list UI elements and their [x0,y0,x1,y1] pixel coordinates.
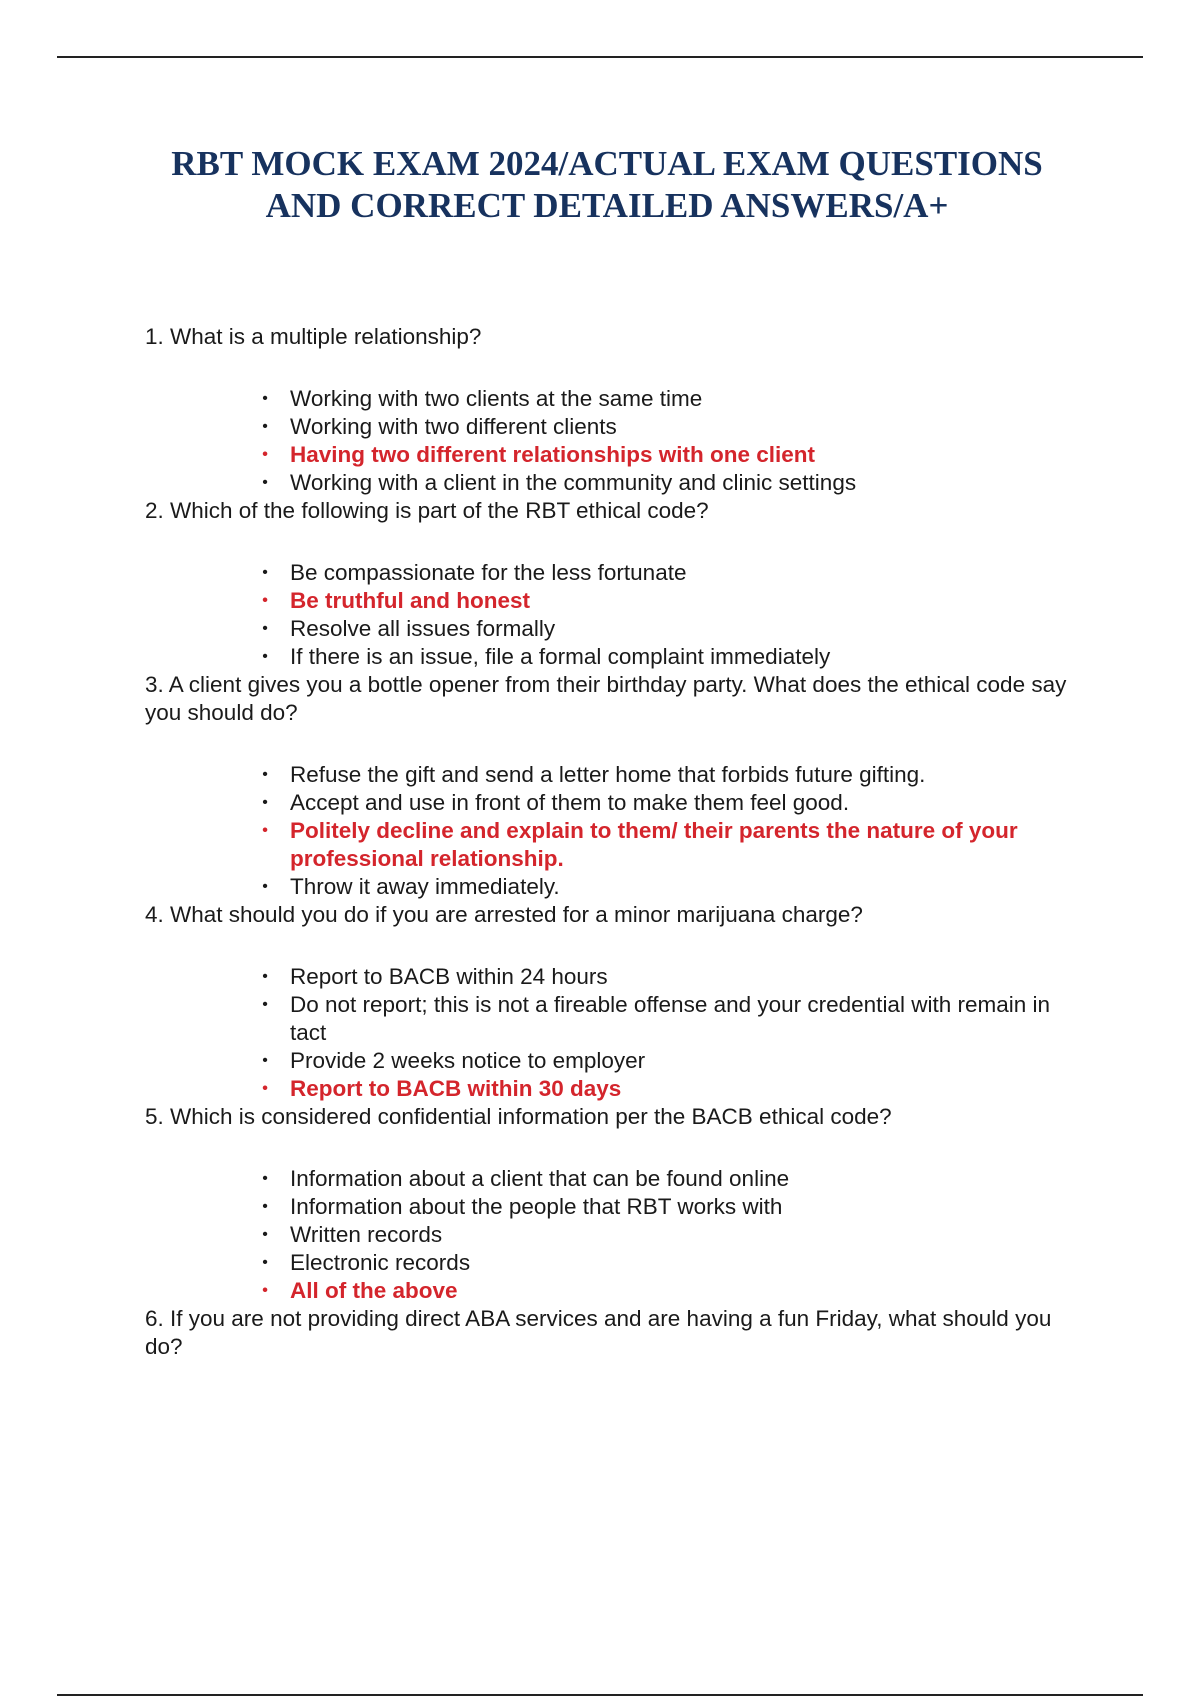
bullet-icon: • [262,794,268,811]
answer-option [145,643,1085,671]
bullet-icon: • [262,968,268,985]
question-text: 3. A client gives you a bottle opener from their birthday party. What does the ethical code say you should do? [145,672,1067,725]
bullet-icon: • [262,822,268,839]
bullet-icon: • [262,620,268,637]
option-text: Report to BACB within 30 days [290,1076,622,1101]
correct-answer-option [145,587,1085,615]
option-text: Working with two clients at the same time [290,386,703,411]
answer-option [145,385,1085,413]
answer-option [145,761,1085,789]
question-text: 6. If you are not providing direct ABA services and are having a fun Friday, what should you do? [145,1306,1052,1359]
answer-option [145,1165,1085,1193]
option-text: Provide 2 weeks notice to employer [290,1048,646,1073]
correct-answer-option [145,817,1085,873]
answer-option [145,963,1085,991]
bullet-icon: • [262,592,268,609]
option-text: Be compassionate for the less fortunate [290,560,687,585]
question-block [145,901,1085,1103]
answer-options [145,525,1085,671]
question-block [145,497,1085,671]
answer-option [145,1047,1085,1075]
option-text: Be truthful and honest [290,588,530,613]
bullet-icon: • [262,878,268,895]
correct-answer-option [145,1277,1085,1305]
bullet-icon: • [262,1080,268,1097]
answer-options [145,727,1085,901]
option-text: Politely decline and explain to them/ their parents the nature of your professional relationship. [290,818,1018,871]
bullet-icon: • [262,1226,268,1243]
answer-option [145,1221,1085,1249]
option-text: Refuse the gift and send a letter home that forbids future gifting. [290,762,926,787]
bullet-icon: • [262,766,268,783]
option-text: If there is an issue, file a formal complaint immediately [290,644,831,669]
bullet-icon: • [262,996,268,1013]
answer-options [145,1131,1085,1305]
bottom-divider [57,1694,1143,1696]
answer-option [145,1193,1085,1221]
option-text: Report to BACB within 24 hours [290,964,608,989]
question-block [145,1305,1085,1361]
question-block [145,323,1085,497]
question-text: 5. Which is considered confidential information per the BACB ethical code? [145,1104,892,1129]
answer-option [145,991,1085,1047]
answer-options [145,929,1085,1103]
answer-option [145,413,1085,441]
bullet-icon: • [262,1052,268,1069]
title-line-2: AND CORRECT DETAILED ANSWERS/A+ [265,186,949,225]
question-text: 1. What is a multiple relationship? [145,324,482,349]
question-text: 2. Which of the following is part of the RBT ethical code? [145,498,709,523]
answer-options [145,351,1085,497]
question-list [145,323,1085,1361]
option-text: Resolve all issues formally [290,616,556,641]
title-line-1: RBT MOCK EXAM 2024/ACTUAL EXAM QUESTIONS [171,144,1043,183]
option-text: Information about the people that RBT works with [290,1194,783,1219]
question-block [145,671,1085,901]
option-text: Working with two different clients [290,414,617,439]
option-text: Do not report; this is not a fireable offense and your credential with remain in tact [290,992,1051,1045]
answer-option [145,873,1085,901]
correct-answer-option [145,1075,1085,1103]
option-text: Information about a client that can be found online [290,1166,790,1191]
option-text: Throw it away immediately. [290,874,560,899]
bullet-icon: • [262,390,268,407]
option-text: Electronic records [290,1250,471,1275]
answer-option [145,615,1085,643]
option-text: Working with a client in the community and clinic settings [290,470,857,495]
bullet-icon: • [262,1282,268,1299]
bullet-icon: • [262,446,268,463]
bullet-icon: • [262,564,268,581]
bullet-icon: • [262,1254,268,1271]
bullet-icon: • [262,418,268,435]
option-text: Having two different relationships with one client [290,442,816,467]
question-text: 4. What should you do if you are arrested for a minor marijuana charge? [145,902,863,927]
option-text: Written records [290,1222,443,1247]
bullet-icon: • [262,474,268,491]
correct-answer-option [145,441,1085,469]
option-text: All of the above [290,1278,458,1303]
bullet-icon: • [262,1170,268,1187]
question-block [145,1103,1085,1305]
answer-option [145,469,1085,497]
bullet-icon: • [262,1198,268,1215]
answer-option [145,559,1085,587]
document-title [57,143,1157,227]
answer-option [145,1249,1085,1277]
option-text: Accept and use in front of them to make them feel good. [290,790,850,815]
top-divider [57,56,1143,58]
answer-option [145,789,1085,817]
bullet-icon: • [262,648,268,665]
